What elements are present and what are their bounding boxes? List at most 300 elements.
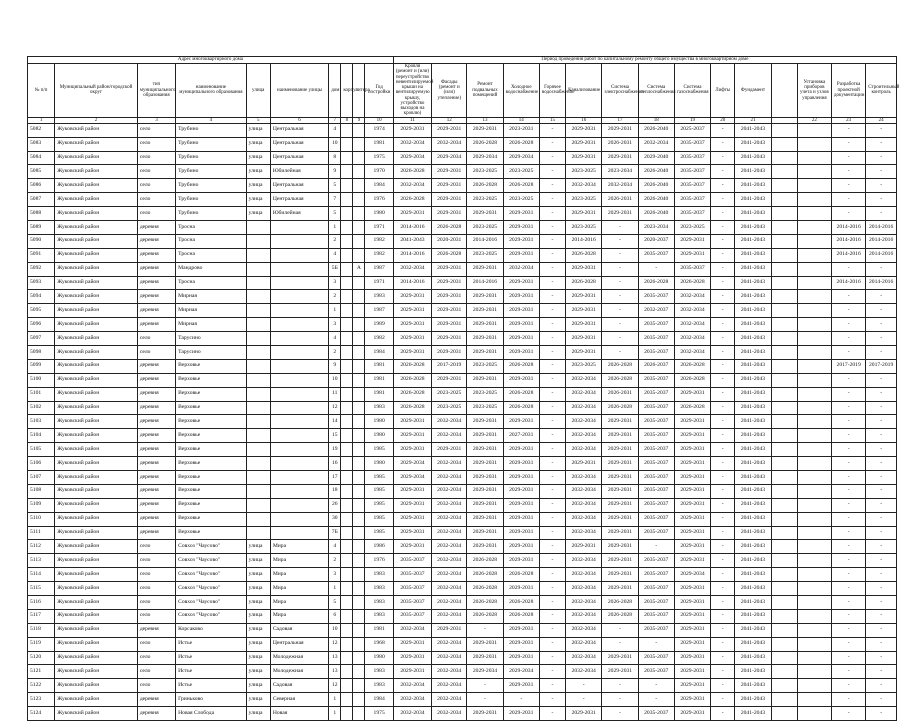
column-header-row [28, 64, 897, 118]
column-header-4: наименование муниципального образования [176, 64, 247, 118]
cell-c22 [797, 123, 831, 137]
cell-c24: - [866, 346, 897, 360]
cell-c18: 2035-2037 [638, 387, 674, 401]
cell-c23: - [832, 568, 866, 582]
cell-c13: 2023-2025 [467, 387, 503, 401]
cell-c24: - [866, 665, 897, 679]
cell-c13: 2029-2031 [467, 457, 503, 471]
cell-c22 [797, 693, 831, 707]
cell-c23: - [832, 137, 866, 151]
cell-c15: - [539, 665, 565, 679]
cell-empty [771, 443, 797, 457]
cell-dom: 11 [329, 387, 341, 401]
cell-raion: Жуковский район [55, 443, 138, 457]
cell-c21: 2041-2043 [735, 359, 771, 373]
cell-tip: село [137, 207, 175, 221]
cell-l [353, 609, 365, 623]
cell-k [341, 526, 353, 540]
cell-c23: 2017-2019 [832, 359, 866, 373]
table-row [28, 707, 897, 721]
cell-c21: 2041-2043 [735, 151, 771, 165]
cell-c20: - [711, 220, 735, 234]
cell-dom: 3 [329, 318, 341, 332]
cell-c22 [797, 401, 831, 415]
cell-ul: улица [246, 179, 270, 193]
cell-c11: 2026-2028 [393, 401, 431, 415]
cell-street: Центральная [270, 637, 328, 651]
cell-c23: - [832, 526, 866, 540]
cell-k [341, 137, 353, 151]
cell-c14: - [503, 693, 539, 707]
column-header-3: тип муниципального образования [137, 64, 175, 118]
capital-repair-table-sheet [27, 56, 900, 721]
cell-c19: 2029-2031 [674, 582, 710, 596]
cell-k [341, 609, 353, 623]
cell-street: Центральная [270, 179, 328, 193]
cell-c24: - [866, 429, 897, 443]
cell-c22 [797, 179, 831, 193]
cell-c12: 2023-2025 [432, 401, 467, 415]
cell-empty [771, 512, 797, 526]
cell-c17: - [602, 262, 638, 276]
cell-raion: Жуковский район [55, 318, 138, 332]
cell-year: 1983 [365, 290, 393, 304]
cell-street: Юбилейная [270, 207, 328, 221]
cell-dom: 5 [329, 596, 341, 610]
cell-c12: 2020-2031 [432, 234, 467, 248]
cell-c17: - [602, 276, 638, 290]
cell-c13: 2026-2028 [467, 137, 503, 151]
cell-c21: 2041-2043 [735, 262, 771, 276]
cell-c22 [797, 193, 831, 207]
cell-year: 1985 [365, 512, 393, 526]
cell-mo: Совхоз "Чаусово" [176, 582, 247, 596]
cell-c19: 2029-2031 [674, 596, 710, 610]
cell-no: 5118 [28, 623, 55, 637]
column-number-5: 5 [246, 117, 270, 123]
cell-year: 1980 [365, 457, 393, 471]
cell-c24: - [866, 262, 897, 276]
cell-c23: - [832, 457, 866, 471]
cell-empty [771, 401, 797, 415]
cell-c12: 2032-2034 [432, 568, 467, 582]
cell-c17: - [602, 707, 638, 721]
cell-c17: - [602, 332, 638, 346]
cell-c17: 2029-2031 [602, 498, 638, 512]
cell-mo: Верховье [176, 359, 247, 373]
cell-empty [771, 471, 797, 485]
cell-c20: - [711, 540, 735, 554]
cell-c24: - [866, 679, 897, 693]
cell-c12: 2032-2034 [432, 498, 467, 512]
cell-c19: 2029-2031 [674, 665, 710, 679]
cell-raion: Жуковский район [55, 346, 138, 360]
cell-c14: 2026-2028 [503, 387, 539, 401]
cell-c17: 2029-2031 [602, 568, 638, 582]
cell-dom: 10 [329, 373, 341, 387]
cell-c24: - [866, 512, 897, 526]
cell-c17: 2029-2031 [602, 512, 638, 526]
cell-c19: 2032-2034 [674, 318, 710, 332]
column-number-20: 20 [711, 117, 735, 123]
cell-mo: Трубино [176, 151, 247, 165]
cell-year: 1982 [365, 332, 393, 346]
cell-c16: 2029-2031 [566, 457, 602, 471]
cell-tip: село [137, 151, 175, 165]
cell-c18: 2035-2037 [638, 346, 674, 360]
table-row [28, 596, 897, 610]
cell-c16: 2032-2034 [566, 512, 602, 526]
cell-empty [771, 498, 797, 512]
cell-year: 1982 [365, 234, 393, 248]
cell-c24: 2014-2016 [866, 248, 897, 262]
cell-no: 5103 [28, 415, 55, 429]
cell-c14: 2026-2028 [503, 401, 539, 415]
cell-empty [771, 623, 797, 637]
cell-tip: деревня [137, 429, 175, 443]
cell-c12: 2032-2034 [432, 679, 467, 693]
cell-ul [246, 332, 270, 346]
cell-c11: 2029-2031 [393, 429, 431, 443]
cell-ul [246, 526, 270, 540]
cell-c21: 2041-2043 [735, 220, 771, 234]
cell-mo: Совхоз "Чаусово" [176, 540, 247, 554]
cell-c16: 2029-2031 [566, 540, 602, 554]
cell-c12: 2032-2034 [432, 693, 467, 707]
cell-no: 5116 [28, 596, 55, 610]
cell-c19: 2029-2034 [674, 568, 710, 582]
cell-l [353, 193, 365, 207]
cell-c19: 2032-2034 [674, 290, 710, 304]
column-header-21: Фундамент [735, 64, 771, 118]
cell-c13: 2029-2031 [467, 540, 503, 554]
capital-repair-schedule-table [27, 56, 900, 721]
cell-c19: 2035-2037 [674, 207, 710, 221]
cell-c13: 2029-2031 [467, 526, 503, 540]
cell-c15: - [539, 220, 565, 234]
cell-c20: - [711, 373, 735, 387]
cell-c20: - [711, 276, 735, 290]
cell-year: 1983 [365, 401, 393, 415]
cell-k [341, 234, 353, 248]
cell-c15: - [539, 582, 565, 596]
cell-ul [246, 457, 270, 471]
cell-c18: 2026-2040 [638, 179, 674, 193]
cell-c18: 2035-2037 [638, 332, 674, 346]
cell-c20: - [711, 498, 735, 512]
table-row [28, 526, 897, 540]
cell-c18: 2032-2037 [638, 304, 674, 318]
cell-c14: 2029-2031 [503, 484, 539, 498]
cell-c12: 2032-2034 [432, 137, 467, 151]
cell-ul: улица [246, 637, 270, 651]
cell-c21: 2041-2043 [735, 693, 771, 707]
cell-c14: 2029-2031 [503, 457, 539, 471]
cell-c24: - [866, 443, 897, 457]
cell-ul [246, 234, 270, 248]
cell-c17: 2032-2034 [602, 179, 638, 193]
cell-c19: 2026-2028 [674, 373, 710, 387]
cell-c21: 2041-2043 [735, 179, 771, 193]
cell-c14: 2029-2034 [503, 665, 539, 679]
table-body [28, 123, 897, 720]
cell-raion: Жуковский район [55, 179, 138, 193]
cell-c22 [797, 234, 831, 248]
cell-c11: 2032-2034 [393, 262, 431, 276]
cell-mo: Верховье [176, 484, 247, 498]
cell-l [353, 318, 365, 332]
cell-no: 5090 [28, 234, 55, 248]
cell-no: 5104 [28, 429, 55, 443]
cell-c18: - [638, 540, 674, 554]
cell-raion: Жуковский район [55, 220, 138, 234]
cell-c19: 2029-2031 [674, 387, 710, 401]
cell-tip: село [137, 582, 175, 596]
cell-raion: Жуковский район [55, 679, 138, 693]
cell-c16: 2032-2034 [566, 554, 602, 568]
table-row [28, 401, 897, 415]
cell-c15: - [539, 318, 565, 332]
cell-l [353, 568, 365, 582]
cell-c14: 2029-2031 [503, 651, 539, 665]
cell-no: 5085 [28, 165, 55, 179]
cell-street [270, 220, 328, 234]
cell-c22 [797, 457, 831, 471]
cell-year: 1968 [365, 637, 393, 651]
cell-no: 5107 [28, 471, 55, 485]
cell-c21: 2041-2043 [735, 415, 771, 429]
cell-no: 5124 [28, 707, 55, 721]
cell-c22 [797, 609, 831, 623]
cell-c17: - [602, 220, 638, 234]
cell-c20: - [711, 623, 735, 637]
cell-k [341, 165, 353, 179]
cell-c13: - [467, 623, 503, 637]
cell-c19: 2035-2037 [674, 151, 710, 165]
cell-year: 1985 [365, 526, 393, 540]
cell-c17: 2026-2028 [602, 373, 638, 387]
cell-c17: 2029-2031 [602, 665, 638, 679]
cell-c20: - [711, 248, 735, 262]
cell-c17: 2029-2031 [602, 207, 638, 221]
cell-c12: 2032-2034 [432, 429, 467, 443]
cell-mo: Верховье [176, 373, 247, 387]
cell-year: 1983 [365, 609, 393, 623]
cell-dom: 19 [329, 443, 341, 457]
cell-c18: 2035-2037 [638, 707, 674, 721]
cell-c14: 2029-2031 [503, 526, 539, 540]
cell-year: 1986 [365, 540, 393, 554]
cell-c14: 2026-2028 [503, 596, 539, 610]
cell-c19: 2035-2037 [674, 262, 710, 276]
column-number-15: 15 [539, 117, 565, 123]
cell-c12: 2032-2034 [432, 609, 467, 623]
cell-c16: 2029-2031 [566, 137, 602, 151]
cell-c16: 2032-2034 [566, 498, 602, 512]
cell-c24: - [866, 290, 897, 304]
cell-street: Северная [270, 693, 328, 707]
cell-ul: улица [246, 596, 270, 610]
cell-c19: 2029-2031 [674, 512, 710, 526]
cell-c19: 2029-2031 [674, 457, 710, 471]
cell-c14: 2029-2031 [503, 415, 539, 429]
cell-c14: 2029-2034 [503, 151, 539, 165]
cell-c15: - [539, 262, 565, 276]
cell-dom: 13 [329, 665, 341, 679]
cell-raion: Жуковский район [55, 582, 138, 596]
cell-empty [771, 540, 797, 554]
cell-c17: 2026-2028 [602, 596, 638, 610]
cell-c19: 2032-2034 [674, 346, 710, 360]
cell-c12: 2029-2031 [432, 443, 467, 457]
cell-c16: 2029-2031 [566, 318, 602, 332]
cell-c15: - [539, 596, 565, 610]
column-header-9: литера [353, 64, 365, 118]
column-number-3: 3 [137, 117, 175, 123]
cell-no: 5089 [28, 220, 55, 234]
cell-dom: 9 [329, 165, 341, 179]
cell-empty [771, 568, 797, 582]
cell-c18: 2020-2037 [638, 234, 674, 248]
cell-c23: - [832, 165, 866, 179]
cell-no: 5101 [28, 387, 55, 401]
cell-c24: - [866, 401, 897, 415]
cell-c23: - [832, 512, 866, 526]
cell-street [270, 332, 328, 346]
cell-c17: 2029-2031 [602, 651, 638, 665]
cell-c16: 2023-2025 [566, 193, 602, 207]
cell-c15: - [539, 693, 565, 707]
cell-empty [771, 387, 797, 401]
table-row [28, 540, 897, 554]
cell-no: 5102 [28, 401, 55, 415]
cell-c12: 2029-2031 [432, 179, 467, 193]
cell-c19: 2029-2031 [674, 234, 710, 248]
table-row [28, 346, 897, 360]
cell-street [270, 526, 328, 540]
table-row [28, 207, 897, 221]
cell-mo: Тросна [176, 220, 247, 234]
cell-c14: 2023-2031 [503, 123, 539, 137]
cell-raion: Жуковский район [55, 401, 138, 415]
cell-c11: 2029-2031 [393, 526, 431, 540]
cell-l [353, 596, 365, 610]
cell-c11: 2029-2031 [393, 665, 431, 679]
column-header-6: наименование улицы [270, 64, 328, 118]
cell-ul: улица [246, 137, 270, 151]
cell-c24: - [866, 193, 897, 207]
cell-c24: - [866, 582, 897, 596]
cell-raion: Жуковский район [55, 568, 138, 582]
cell-l [353, 415, 365, 429]
cell-street: Центральная [270, 123, 328, 137]
cell-c11: 2029-2034 [393, 457, 431, 471]
cell-no: 5111 [28, 526, 55, 540]
cell-c24: - [866, 137, 897, 151]
column-number-18: 18 [638, 117, 674, 123]
cell-tip: село [137, 193, 175, 207]
cell-raion: Жуковский район [55, 609, 138, 623]
cell-year: 1981 [365, 137, 393, 151]
cell-empty [771, 304, 797, 318]
cell-tip: деревня [137, 457, 175, 471]
column-number-9: 9 [353, 117, 365, 123]
cell-c11: 2029-2031 [393, 637, 431, 651]
cell-dom: 4 [329, 540, 341, 554]
cell-mo: Гриньково [176, 693, 247, 707]
cell-l: А [353, 262, 365, 276]
cell-empty [771, 526, 797, 540]
cell-c20: - [711, 596, 735, 610]
cell-c24: - [866, 540, 897, 554]
cell-street [270, 234, 328, 248]
column-header-25: Строительный контроль [866, 64, 897, 118]
column-header-13: Ремонт подвальных помещений [467, 64, 503, 118]
column-number-1: 1 [28, 117, 55, 123]
cell-c20: - [711, 401, 735, 415]
cell-c22 [797, 415, 831, 429]
cell-c23: - [832, 193, 866, 207]
cell-dom: 4 [329, 248, 341, 262]
cell-no: 5110 [28, 512, 55, 526]
cell-c14: 2029-2031 [503, 623, 539, 637]
cell-tip: деревня [137, 234, 175, 248]
cell-year: 1975 [365, 707, 393, 721]
cell-c17: - [602, 679, 638, 693]
cell-c16: 2032-2034 [566, 651, 602, 665]
cell-c23: 2014-2016 [832, 234, 866, 248]
cell-c14: 2029-2031 [503, 346, 539, 360]
cell-c19: 2026-2028 [674, 359, 710, 373]
table-row [28, 151, 897, 165]
cell-mo: Тарусино [176, 332, 247, 346]
cell-year: 1987 [365, 304, 393, 318]
cell-street [270, 290, 328, 304]
column-number-13: 13 [467, 117, 503, 123]
cell-c22 [797, 512, 831, 526]
table-row [28, 498, 897, 512]
cell-c14: 2029-2031 [503, 276, 539, 290]
cell-no: 5095 [28, 304, 55, 318]
cell-c12: 2026-2028 [432, 220, 467, 234]
cell-ul [246, 484, 270, 498]
cell-raion: Жуковский район [55, 123, 138, 137]
column-number-21: 21 [735, 117, 771, 123]
cell-street: Молодежная [270, 665, 328, 679]
cell-dom: 7Б [329, 526, 341, 540]
cell-k [341, 457, 353, 471]
cell-k [341, 220, 353, 234]
cell-year: 1983 [365, 568, 393, 582]
table-row [28, 554, 897, 568]
cell-c20: - [711, 457, 735, 471]
cell-empty [771, 151, 797, 165]
cell-c23: - [832, 401, 866, 415]
cell-c16: 2029-2031 [566, 151, 602, 165]
cell-c18: 2026-2040 [638, 123, 674, 137]
cell-k [341, 568, 353, 582]
cell-tip: село [137, 165, 175, 179]
cell-empty [771, 651, 797, 665]
cell-street [270, 443, 328, 457]
cell-c15: - [539, 276, 565, 290]
cell-c20: - [711, 318, 735, 332]
table-row [28, 290, 897, 304]
cell-c12: 2032-2034 [432, 457, 467, 471]
cell-c16: 2023-2025 [566, 220, 602, 234]
cell-c23: - [832, 637, 866, 651]
cell-dom: 8 [329, 151, 341, 165]
